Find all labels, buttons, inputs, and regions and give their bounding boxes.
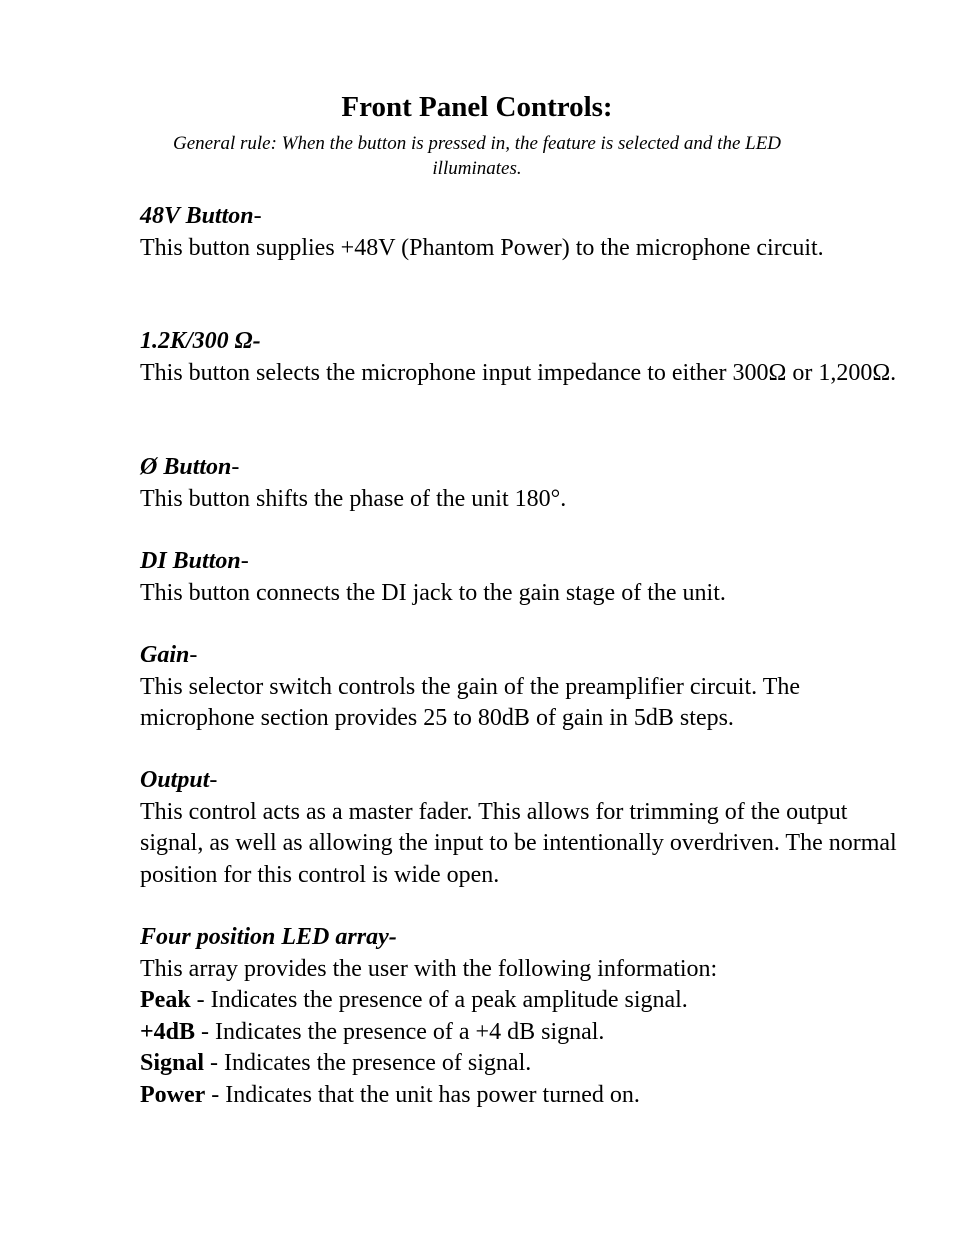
led-item-signal: Signal - Indicates the presence of signal. bbox=[140, 1050, 532, 1076]
section-heading: 48V Button- bbox=[140, 203, 262, 229]
led-item-plus4db: +4dB - Indicates the presence of a +4 dB signal. bbox=[140, 1018, 605, 1045]
section-phase-button bbox=[140, 452, 900, 515]
section-heading: DI Button- bbox=[140, 548, 249, 574]
section-di-button bbox=[140, 546, 900, 609]
section-output bbox=[140, 765, 900, 891]
section-body: This button supplies +48V (Phantom Power) to the microphone circuit. bbox=[140, 234, 824, 261]
section-body: This control acts as a master fader. This allows for trimming of the output signal, as well as allowing the input to be intentionally overdriven. The normal position for this control is wide open. bbox=[140, 798, 897, 888]
section-gain bbox=[140, 640, 900, 735]
general-rule-note: General rule: When the button is pressed in, the feature is selected and the LED illuminates. bbox=[172, 133, 782, 179]
section-body: This button selects the microphone input impedance to either 300Ω or 1,200Ω. bbox=[140, 359, 897, 386]
section-heading: Ø Button- bbox=[140, 454, 240, 480]
section-heading: 1.2K/300 Ω- bbox=[140, 328, 261, 354]
section-impedance-button bbox=[140, 326, 900, 389]
led-item-power: Power - Indicates that the unit has power turned on. bbox=[140, 1081, 640, 1108]
section-heading: Gain- bbox=[140, 642, 198, 668]
page-title: Front Panel Controls: bbox=[341, 91, 613, 123]
section-heading: Output- bbox=[140, 767, 218, 793]
section-48v-button bbox=[140, 201, 900, 264]
section-heading: Four position LED array- bbox=[140, 924, 397, 950]
section-led-array bbox=[140, 922, 900, 1111]
section-body: This array provides the user with the following information: bbox=[140, 955, 718, 982]
section-body: This selector switch controls the gain of the preamplifier circuit. The microphone section provides 25 to 80dB of gain in 5dB steps. bbox=[140, 673, 801, 731]
section-body: This button shifts the phase of the unit 180°. bbox=[140, 485, 567, 512]
led-item-peak: Peak - Indicates the presence of a peak amplitude signal. bbox=[140, 987, 688, 1013]
section-body: This button connects the DI jack to the gain stage of the unit. bbox=[140, 579, 726, 606]
